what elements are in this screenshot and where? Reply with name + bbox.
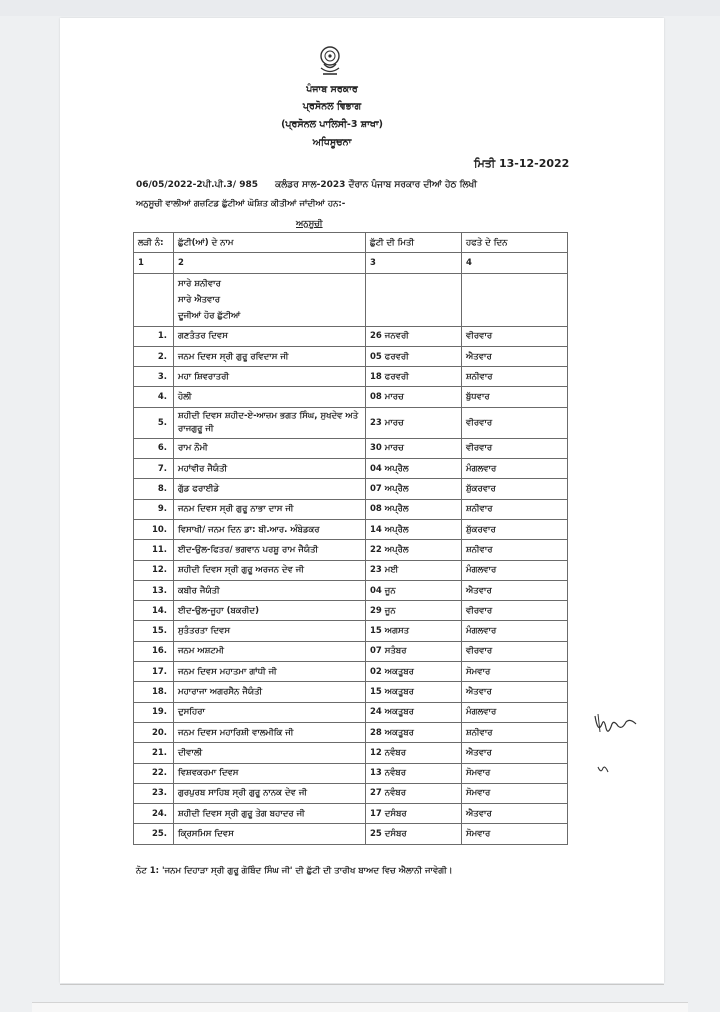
row-sr: 3. [134, 367, 174, 387]
row-sr: 18. [134, 682, 174, 702]
col-number-1: 1 [134, 253, 174, 273]
row-holiday-date: 12 ਨਵੰਬਰ [366, 743, 462, 763]
row-holiday-name: ਸੁਤੰਤਰਤਾ ਦਿਵਸ [174, 621, 366, 641]
row-holiday-name: ਮਹਾਰਾਜਾ ਅਗਰਸੈਨ ਜੈਯੰਤੀ [174, 682, 366, 702]
row-weekday: ਐਤਵਾਰ [462, 682, 568, 702]
row-holiday-date: 02 ਅਕਤੂਬਰ [366, 662, 462, 682]
table-row [134, 601, 568, 621]
row-holiday-date: 24 ਅਕਤੂਬਰ [366, 702, 462, 722]
note-empty-date [366, 273, 462, 326]
table-row [134, 367, 568, 387]
row-holiday-name: ਮਹਾ ਸ਼ਿਵਰਾਤਰੀ [174, 367, 366, 387]
table-row [134, 783, 568, 803]
row-holiday-date: 13 ਨਵੰਬਰ [366, 763, 462, 783]
table-row [134, 722, 568, 742]
row-sr: 8. [134, 479, 174, 499]
row-holiday-name: ਜਨਮ ਦਿਵਸ ਮਹਾਤਮਾ ਗਾਂਧੀ ਜੀ [174, 662, 366, 682]
row-sr: 23. [134, 783, 174, 803]
row-holiday-date: 17 ਦਸੰਬਰ [366, 804, 462, 824]
row-holiday-date: 23 ਮਾਰਚ [366, 407, 462, 438]
table-row [134, 438, 568, 458]
table-row [134, 519, 568, 539]
row-weekday: ਸੋਮਵਾਰ [462, 783, 568, 803]
row-weekday: ਮੰਗਲਵਾਰ [462, 459, 568, 479]
table-row [134, 560, 568, 580]
row-weekday: ਸੋਮਵਾਰ [462, 763, 568, 783]
subject-line-2: ਅਨੁਸੂਚੀ ਵਾਲੀਆਂ ਗਜ਼ਟਿਡ ਛੁੱਟੀਆਂ ਘੋਸ਼ਿਤ ਕੀਤੀਆਂ ਜਾਂਦੀਆਂ ਹਨ:- [136, 199, 346, 209]
row-weekday: ਸ਼ਨੀਵਾਰ [462, 499, 568, 519]
row-holiday-date: 08 ਅਪ੍ਰੈਲ [366, 499, 462, 519]
row-sr: 14. [134, 601, 174, 621]
row-weekday: ਸੋਮਵਾਰ [462, 824, 568, 844]
row-sr: 24. [134, 804, 174, 824]
row-sr: 9. [134, 499, 174, 519]
row-holiday-date: 29 ਜੂਨ [366, 601, 462, 621]
row-holiday-name: ਗੁਰਪੁਰਬ ਸਾਹਿਬ ਸ੍ਰੀ ਗੁਰੂ ਨਾਨਕ ਦੇਵ ਜੀ [174, 783, 366, 803]
row-sr: 22. [134, 763, 174, 783]
row-holiday-name: ਵਿਸ਼ਵਕਰਮਾ ਦਿਵਸ [174, 763, 366, 783]
row-weekday: ਵੀਰਵਾਰ [462, 601, 568, 621]
row-sr: 21. [134, 743, 174, 763]
header-holiday-name: ਛੁੱਟੀ(ਆਂ) ਦੇ ਨਾਮ [174, 233, 366, 253]
header-holiday-date: ਛੁੱਟੀ ਦੀ ਮਿਤੀ [366, 233, 462, 253]
table-row [134, 459, 568, 479]
row-weekday: ਵੀਰਵਾਰ [462, 438, 568, 458]
row-holiday-name: ਸ਼ਹੀਦੀ ਦਿਵਸ ਸ੍ਰੀ ਗੁਰੂ ਤੇਗ ਬਹਾਦਰ ਜੀ [174, 804, 366, 824]
table-header-row [134, 233, 568, 253]
row-holiday-name: ਸ਼ਹੀਦੀ ਦਿਵਸ ਸ੍ਰੀ ਗੁਰੂ ਅਰਜਨ ਦੇਵ ਜੀ [174, 560, 366, 580]
row-holiday-date: 26 ਜਨਵਰੀ [366, 326, 462, 346]
table-row [134, 682, 568, 702]
row-holiday-name: ਦੀਵਾਲੀ [174, 743, 366, 763]
note-empty-day [462, 273, 568, 326]
row-holiday-date: 25 ਦਸੰਬਰ [366, 824, 462, 844]
row-weekday: ਮੰਗਲਵਾਰ [462, 621, 568, 641]
row-sr: 15. [134, 621, 174, 641]
row-holiday-date: 07 ਅਪ੍ਰੈਲ [366, 479, 462, 499]
row-holiday-date: 15 ਅਕਤੂਬਰ [366, 682, 462, 702]
signature-icon [592, 710, 640, 740]
weekend-note-cell [174, 273, 366, 326]
row-holiday-name: ਈਦ-ਉਲ-ਜੂਹਾ (ਬਕਰੀਦ) [174, 601, 366, 621]
row-holiday-date: 05 ਫਰਵਰੀ [366, 346, 462, 366]
row-holiday-name: ਜਨਮ ਅਸ਼ਟਮੀ [174, 641, 366, 661]
row-weekday: ਵੀਰਵਾਰ [462, 407, 568, 438]
row-sr: 19. [134, 702, 174, 722]
holidays-table-body [134, 233, 568, 845]
row-weekday: ਵੀਰਵਾਰ [462, 641, 568, 661]
header-line-government: ਪੰਜਾਬ ਸਰਕਾਰ [306, 84, 358, 95]
row-sr: 17. [134, 662, 174, 682]
top-strip [0, 0, 720, 16]
row-sr: 11. [134, 540, 174, 560]
row-holiday-name: ਵਿਸਾਖੀ/ ਜਨਮ ਦਿਨ ਡਾ: ਬੀ.ਆਰ. ਅੰਬੇਡਕਰ [174, 519, 366, 539]
row-sr: 4. [134, 387, 174, 407]
row-weekday: ਮੰਗਲਵਾਰ [462, 702, 568, 722]
row-holiday-date: 30 ਮਾਰਚ [366, 438, 462, 458]
initials-mark-icon [596, 764, 612, 776]
row-sr: 12. [134, 560, 174, 580]
col-number-4: 4 [462, 253, 568, 273]
row-weekday: ਸ਼ੁੱਕਰਵਾਰ [462, 479, 568, 499]
row-weekday: ਸ਼ੁੱਕਰਵਾਰ [462, 519, 568, 539]
row-holiday-date: 28 ਅਕਤੂਬਰ [366, 722, 462, 742]
footnote: ਨੋਟ 1: 'ਜਨਮ ਦਿਹਾੜਾ ਸ੍ਰੀ ਗੁਰੂ ਗੋਬਿੰਦ ਸਿੰਘ ਜੀ' ਦੀ ਛੁੱਟੀ ਦੀ ਤਾਰੀਖ ਬਾਅਦ ਵਿਚ ਐਲਾਨੀ ਜਾਵੇਗੀ। [136, 866, 453, 876]
row-holiday-name: ਦੁਸਹਿਰਾ [174, 702, 366, 722]
row-holiday-name: ਕ੍ਰਿਸਮਿਸ ਦਿਵਸ [174, 824, 366, 844]
table-row [134, 499, 568, 519]
col-number-2: 2 [174, 253, 366, 273]
table-row [134, 662, 568, 682]
table-row [134, 621, 568, 641]
header-weekday: ਹਫਤੇ ਦੇ ਦਿਨ [462, 233, 568, 253]
col-number-3: 3 [366, 253, 462, 273]
row-weekday: ਐਤਵਾਰ [462, 804, 568, 824]
row-holiday-name: ਰਾਮ ਨੌਮੀ [174, 438, 366, 458]
row-weekday: ਸ਼ਨੀਵਾਰ [462, 367, 568, 387]
table-row [134, 407, 568, 438]
row-holiday-name: ਜਨਮ ਦਿਵਸ ਸ੍ਰੀ ਗੁਰੂ ਨਾਭਾ ਦਾਸ ਜੀ [174, 499, 366, 519]
row-holiday-date: 07 ਸਤੰਬਰ [366, 641, 462, 661]
table-row [134, 479, 568, 499]
column-number-row [134, 253, 568, 273]
row-holiday-name: ਜਨਮ ਦਿਵਸ ਮਹਾਰਿਸ਼ੀ ਵਾਲਮੀਕਿ ਜੀ [174, 722, 366, 742]
row-sr: 7. [134, 459, 174, 479]
row-weekday: ਬੁੱਧਵਾਰ [462, 387, 568, 407]
reference-number: 06/05/2022-2ਪੀ.ਪੀ.3/ 985 [136, 180, 259, 190]
row-holiday-date: 08 ਮਾਰਚ [366, 387, 462, 407]
row-weekday: ਮੰਗਲਵਾਰ [462, 560, 568, 580]
row-sr: 5. [134, 407, 174, 438]
table-row [134, 743, 568, 763]
row-sr: 10. [134, 519, 174, 539]
row-holiday-name: ਮਹਾਂਵੀਰ ਜੈਯੰਤੀ [174, 459, 366, 479]
header-line-branch: (ਪ੍ਰਸੋਨਲ ਪਾਲਿਸੀ-3 ਸ਼ਾਖਾ) [281, 119, 383, 130]
weekend-note-row [134, 273, 568, 326]
row-holiday-name: ਈਦ-ਉਲ-ਫਿਤਰ/ ਭਗਵਾਨ ਪਰਸ਼ੂ ਰਾਮ ਜੈਯੰਤੀ [174, 540, 366, 560]
row-holiday-date: 04 ਅਪ੍ਰੈਲ [366, 459, 462, 479]
table-row [134, 580, 568, 600]
row-holiday-date: 27 ਨਵੰਬਰ [366, 783, 462, 803]
row-weekday: ਸ਼ਨੀਵਾਰ [462, 540, 568, 560]
row-holiday-date: 04 ਜੂਨ [366, 580, 462, 600]
table-row [134, 804, 568, 824]
row-weekday: ਸ਼ਨੀਵਾਰ [462, 722, 568, 742]
row-holiday-name: ਗਣਤੰਤਰ ਦਿਵਸ [174, 326, 366, 346]
row-holiday-date: 18 ਫਰਵਰੀ [366, 367, 462, 387]
row-sr: 13. [134, 580, 174, 600]
table-row [134, 540, 568, 560]
row-holiday-date: 14 ਅਪ੍ਰੈਲ [366, 519, 462, 539]
row-holiday-date: 23 ਮਈ [366, 560, 462, 580]
row-holiday-date: 15 ਅਗਸਤ [366, 621, 462, 641]
table-row [134, 326, 568, 346]
table-row [134, 763, 568, 783]
note-empty-sr [134, 273, 174, 326]
row-holiday-name: ਗੁੱਡ ਫਰਾਈਡੇ [174, 479, 366, 499]
row-weekday: ਐਤਵਾਰ [462, 580, 568, 600]
header-sr: ਲੜੀ ਨੰ: [134, 233, 174, 253]
row-sr: 20. [134, 722, 174, 742]
note-all-saturdays: ਸਾਰੇ ਸ਼ਨੀਵਾਰ [178, 278, 221, 289]
table-row [134, 824, 568, 844]
row-sr: 16. [134, 641, 174, 661]
row-weekday: ਸੋਮਵਾਰ [462, 662, 568, 682]
row-sr: 1. [134, 326, 174, 346]
subject-line-1: ਕਲੰਡਰ ਸਾਲ-2023 ਦੌਰਾਨ ਪੰਜਾਬ ਸਰਕਾਰ ਦੀਆਂ ਹੇਠ ਲਿਖੀ [275, 180, 477, 190]
row-holiday-name: ਹੋਲੀ [174, 387, 366, 407]
row-sr: 2. [134, 346, 174, 366]
row-sr: 6. [134, 438, 174, 458]
row-sr: 25. [134, 824, 174, 844]
row-holiday-name: ਜਨਮ ਦਿਵਸ ਸ੍ਰੀ ਗੁਰੂ ਰਵਿਦਾਸ ਜੀ [174, 346, 366, 366]
annexure-title: ਅਨੁਸੂਚੀ [296, 219, 323, 229]
notification-date: ਮਿਤੀ 13-12-2022 [474, 157, 570, 170]
table-row [134, 641, 568, 661]
page-bottom-edge [60, 984, 664, 985]
holidays-table [133, 232, 568, 845]
row-holiday-date: 22 ਅਪ੍ਰੈਲ [366, 540, 462, 560]
reference-line [136, 180, 477, 190]
note-other-holidays: ਦੂਜੀਆਂ ਹੋਰ ਛੁੱਟੀਆਂ [178, 310, 241, 321]
row-weekday: ਐਤਵਾਰ [462, 743, 568, 763]
table-row [134, 702, 568, 722]
header-line-notification: ਅਧਿਸੂਚਨਾ [312, 137, 352, 148]
row-weekday: ਐਤਵਾਰ [462, 346, 568, 366]
row-holiday-name: ਕਬੀਰ ਜੈਯੰਤੀ [174, 580, 366, 600]
table-row [134, 346, 568, 366]
note-all-sundays: ਸਾਰੇ ਐਤਵਾਰ [178, 294, 221, 305]
row-holiday-name: ਸ਼ਹੀਦੀ ਦਿਵਸ ਸ਼ਹੀਦ-ਏ-ਆਜ਼ਮ ਭਗਤ ਸਿੰਘ, ਸੁਖਦੇਵ ਅਤੇ ਰਾਜਗੁਰੂ ਜੀ [174, 407, 366, 438]
table-row [134, 387, 568, 407]
header-line-department: ਪ੍ਰਸੋਨਲ ਵਿਭਾਗ [302, 101, 362, 112]
state-emblem-icon [313, 44, 347, 80]
row-weekday: ਵੀਰਵਾਰ [462, 326, 568, 346]
